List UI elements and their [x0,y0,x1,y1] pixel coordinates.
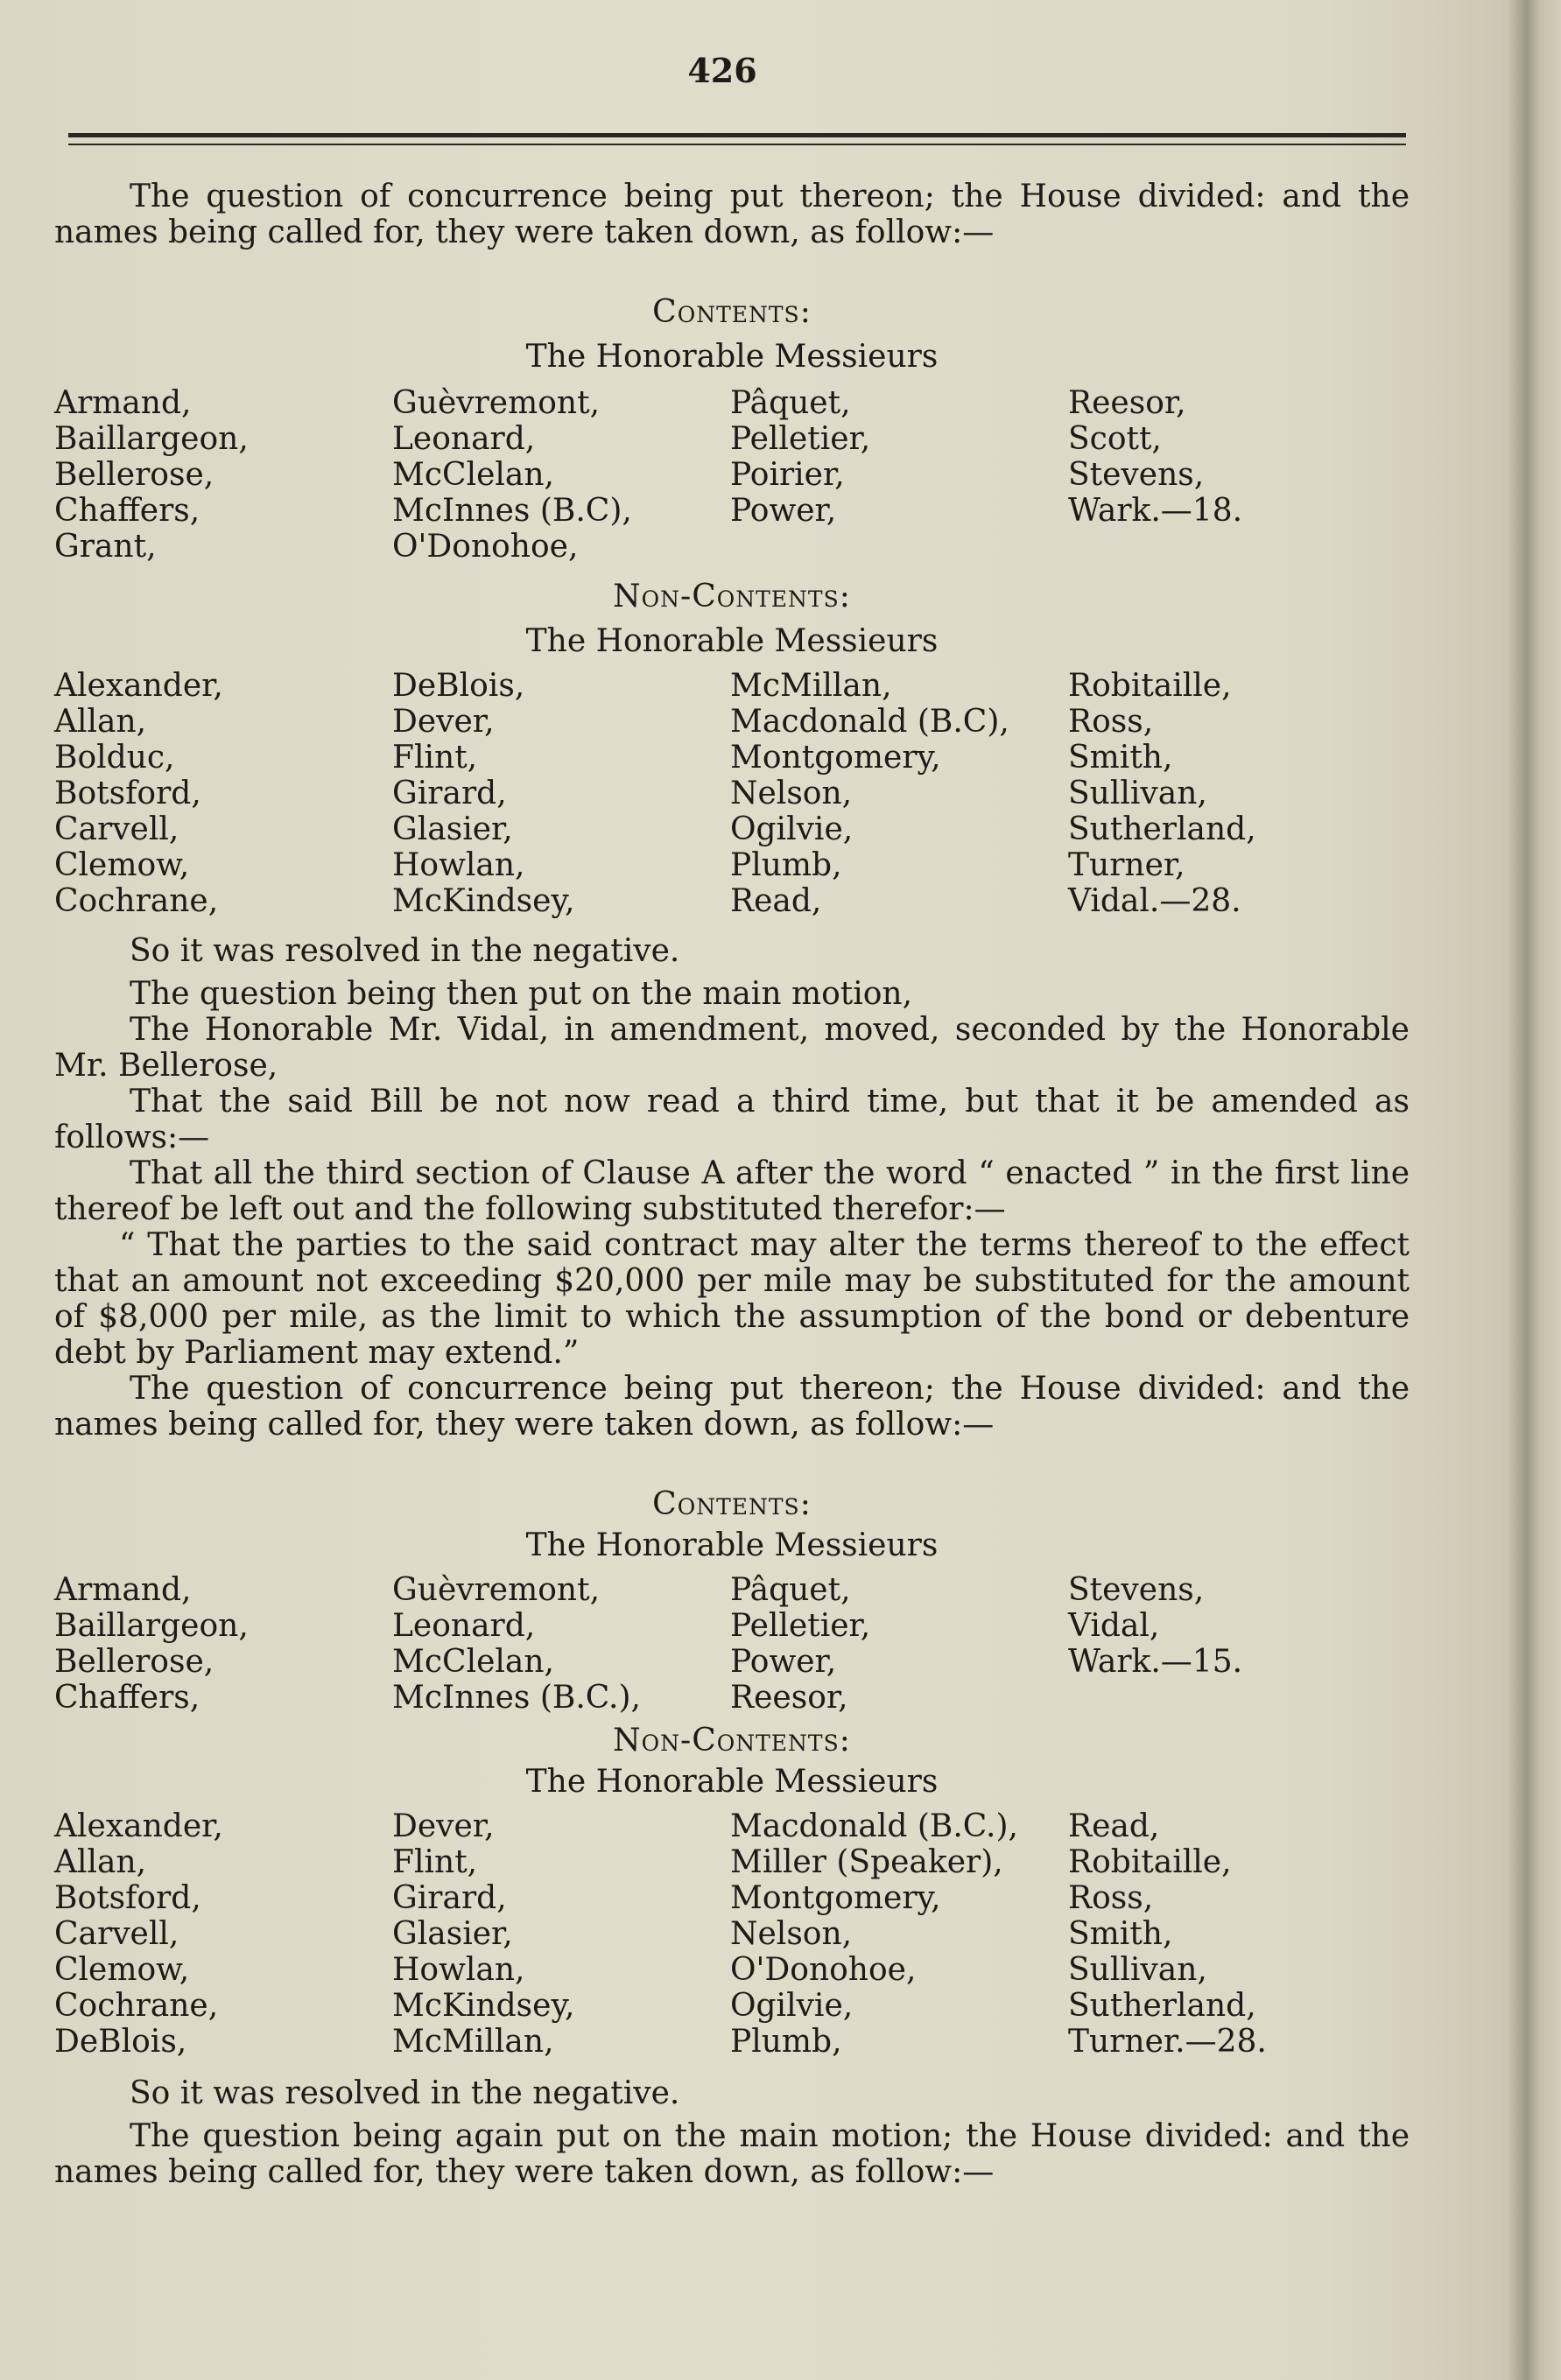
division2-noncontents-heading: Non-Contents: [613,1723,851,1759]
member-name: Girard, [392,1880,507,1916]
member-name: Scott, [1068,421,1162,457]
member-name [1068,1680,1406,1716]
member-name: Ross, [1068,1880,1154,1916]
member-name: Baillargeon, [54,1608,249,1644]
member-name: Cochrane, [54,883,219,919]
member-name: Turner, [1068,847,1185,883]
member-name: Chaffers, [54,1680,200,1716]
member-name: Pelletier, [730,1608,871,1644]
member-name: Pâquet, [730,385,851,421]
member-name: Allan, [54,704,147,740]
member-name: Bellerose, [54,457,214,493]
not-read-paragraph: That the said Bill be not now read a third time, but that it be amended as follows:— [54,1084,1410,1155]
header-rule [68,133,1406,145]
section-paragraph: That all the third section of Clause A after the word “ enacted ” in the first line thereof be left out and the following substituted therefor:— [54,1155,1410,1227]
member-name: Montgomery, [730,1880,941,1916]
member-name: Smith, [1068,740,1173,776]
member-name: Botsford, [54,1880,201,1916]
member-name: Ross, [1068,704,1154,740]
division1-contents-subheading: The Honorable Messieurs [525,339,939,375]
division1-noncontents-subheading: The Honorable Messieurs [525,623,939,659]
member-name: Dever, [392,1808,495,1844]
member-name: Grant, [54,529,157,565]
member-name [730,529,1068,565]
member-name: Miller (Speaker), [730,1844,1003,1880]
member-name: Sullivan, [1068,776,1207,811]
member-name: Howlan, [392,847,525,883]
member-name: Nelson, [730,776,853,811]
member-name: Montgomery, [730,740,941,776]
division2-contents-list [54,1572,1410,1716]
division2-contents-subheading: The Honorable Messieurs [525,1527,939,1563]
member-name: Plumb, [730,847,842,883]
member-name: Clemow, [54,847,190,883]
member-name: Carvell, [54,1916,179,1952]
amendment-paragraph: The Honorable Mr. Vidal, in amendment, moved, seconded by the Honorable Mr. Bellerose, [54,1012,1410,1084]
quoted-amendment: “ That the parties to the said contract may alter the terms thereof to the effect that an amount not exceeding $20,000 per mile may be substituted for the amount of $8,000 per mile, as the limit to which the assumption of the bond or debenture debt by Parliament may extend.” [54,1227,1410,1371]
division1-noncontents-heading: Non-Contents: [613,579,851,614]
main-motion-paragraph: The question being then put on the main motion, [130,976,913,1012]
member-name: Dever, [392,704,495,740]
division1-noncontents-list [54,668,1410,919]
division2-noncontents-list [54,1808,1410,2060]
member-name: Wark.—15. [1068,1644,1243,1680]
member-name: Wark.—18. [1068,493,1243,529]
member-name: Leonard, [392,421,536,457]
member-name: DeBlois, [54,2024,187,2060]
division1-contents-list [54,385,1410,565]
member-name: McKindsey, [392,883,575,919]
page-number: 426 [687,51,757,90]
member-name: Baillargeon, [54,421,249,457]
intro-paragraph: The question of concurrence being put thereon; the House divided: and the names being called for, they were taken down, as follow:— [54,179,1410,250]
division2-contents-heading: Contents: [652,1486,812,1522]
member-name: Macdonald (B.C), [730,704,1009,740]
member-name: Plumb, [730,2024,842,2060]
member-name: McMillan, [392,2024,554,2060]
member-name: Smith, [1068,1916,1173,1952]
member-name: O'Donohoe, [730,1952,917,1988]
member-name: Turner.—28. [1068,2024,1267,2060]
member-name: Chaffers, [54,493,200,529]
member-name: Pelletier, [730,421,871,457]
member-name: Guèvremont, [392,1572,601,1608]
member-name: Reesor, [1068,385,1186,421]
member-name: Armand, [54,1572,192,1608]
member-name: Botsford, [54,776,201,811]
member-name: Glasier, [392,1916,513,1952]
member-name: Read, [1068,1808,1160,1844]
member-name: Carvell, [54,811,179,847]
member-name: Nelson, [730,1916,853,1952]
member-name: McInnes (B.C), [392,493,632,529]
member-name: Sutherland, [1068,811,1256,847]
member-name: Glasier, [392,811,513,847]
member-name: McKindsey, [392,1988,575,2024]
member-name: McClelan, [392,1644,554,1680]
member-name [1068,529,1406,565]
resolved-paragraph-2: So it was resolved in the negative. [130,2075,680,2111]
member-name: Robitaille, [1068,668,1232,704]
member-name: Flint, [392,740,478,776]
member-name: Vidal.—28. [1068,883,1241,919]
question-paragraph-2: The question of concurrence being put thereon; the House divided: and the names being called for, they were taken down, as follow:— [54,1371,1410,1443]
member-name: Leonard, [392,1608,536,1644]
member-name: Flint, [392,1844,478,1880]
member-name: Cochrane, [54,1988,219,2024]
member-name: McClelan, [392,457,554,493]
member-name: DeBlois, [392,668,525,704]
member-name: Poirier, [730,457,845,493]
member-name: Ogilvie, [730,1988,854,2024]
member-name: O'Donohoe, [392,529,579,565]
member-name: Girard, [392,776,507,811]
division2-noncontents-subheading: The Honorable Messieurs [525,1764,939,1800]
member-name: Allan, [54,1844,147,1880]
member-name: Alexander, [54,668,223,704]
member-name: Stevens, [1068,1572,1205,1608]
member-name: Pâquet, [730,1572,851,1608]
page-gutter [1508,0,1561,2380]
member-name: Bellerose, [54,1644,214,1680]
member-name: Ogilvie, [730,811,854,847]
member-name: McInnes (B.C.), [392,1680,641,1716]
member-name: Robitaille, [1068,1844,1232,1880]
member-name: McMillan, [730,668,892,704]
member-name: Sullivan, [1068,1952,1207,1988]
member-name: Armand, [54,385,192,421]
member-name: Macdonald (B.C.), [730,1808,1018,1844]
page-body [54,179,1410,2190]
resolved-paragraph-1: So it was resolved in the negative. [130,933,680,969]
division1-contents-heading: Contents: [652,294,812,330]
question-paragraph-3: The question being again put on the main motion; the House divided: and the names being called for, they were taken down, as follow:— [54,2118,1410,2190]
member-name: Reesor, [730,1680,848,1716]
member-name: Alexander, [54,1808,223,1844]
member-name: Sutherland, [1068,1988,1256,2024]
member-name: Bolduc, [54,740,175,776]
member-name: Howlan, [392,1952,525,1988]
member-name: Vidal, [1068,1608,1160,1644]
member-name: Power, [730,493,837,529]
member-name: Guèvremont, [392,385,601,421]
member-name: Clemow, [54,1952,190,1988]
member-name: Stevens, [1068,457,1205,493]
member-name: Read, [730,883,822,919]
member-name: Power, [730,1644,837,1680]
